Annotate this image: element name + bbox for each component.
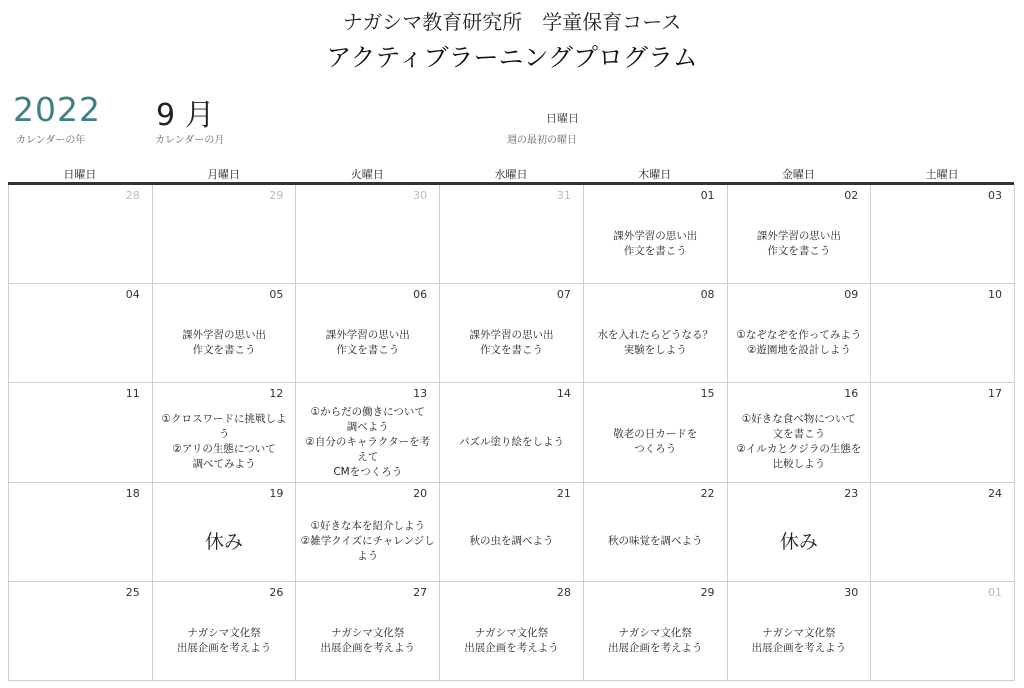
day-number: 28: [556, 585, 571, 599]
day-number: 21: [556, 486, 571, 500]
day-cell[interactable]: [153, 284, 297, 383]
day-cell[interactable]: [9, 582, 153, 681]
day-number: 26: [269, 585, 284, 599]
calendar-year[interactable]: 2022: [13, 90, 101, 129]
day-cell[interactable]: [153, 185, 297, 284]
day-event: 敬老の日カードを つくろう: [613, 428, 698, 456]
day-number: 10: [987, 288, 1002, 302]
day-cell[interactable]: [584, 383, 728, 482]
day-cell[interactable]: [584, 582, 728, 681]
day-number: 18: [125, 486, 140, 500]
day-number: 17: [987, 387, 1002, 401]
weekday-label: 金曜日: [781, 168, 815, 181]
day-cell[interactable]: [728, 582, 872, 681]
day-number: 11: [125, 387, 140, 401]
day-number: 25: [125, 585, 140, 599]
day-cell[interactable]: [296, 284, 440, 383]
day-event: 課外学習の思い出 作文を書こう: [613, 230, 698, 258]
day-event: ①好きな本を紹介しよう ②雑学クイズにチャレンジしよう: [300, 520, 435, 563]
day-cell[interactable]: [871, 185, 1015, 284]
day-number: 02: [844, 189, 859, 202]
day-event: ナガシマ文化祭 出展企画を考えよう: [751, 626, 847, 654]
day-event: ①なぞなぞを作ってみよう ②遊園地を設計しよう: [736, 329, 862, 357]
weekday-label: 木曜日: [638, 168, 672, 181]
day-event: 課外学習の思い出 作文を書こう: [182, 329, 267, 357]
day-number: 27: [413, 585, 428, 599]
day-number: 22: [700, 486, 715, 500]
week-start-day[interactable]: 日曜日: [546, 112, 579, 125]
day-event: 秋の虫を調べよう: [469, 535, 554, 548]
day-number: 29: [700, 585, 715, 599]
day-cell[interactable]: [153, 383, 297, 482]
day-cell[interactable]: [9, 284, 153, 383]
day-cell[interactable]: [9, 383, 153, 482]
day-number: 06: [413, 288, 428, 302]
day-cell[interactable]: [296, 582, 440, 681]
day-number: 16: [844, 387, 859, 401]
day-cell[interactable]: [871, 284, 1015, 383]
day-number: 31: [556, 189, 571, 202]
week-start-day-label: 週の最初の曜日: [507, 135, 577, 146]
calendar-month-label: カレンダーの月: [155, 135, 225, 146]
day-number: 07: [556, 288, 571, 302]
weekday-label: 水曜日: [494, 168, 528, 181]
weekday-label: 火曜日: [350, 168, 384, 181]
calendar-grid: [8, 185, 1015, 681]
day-number: 23: [844, 486, 859, 500]
day-number: 05: [269, 288, 284, 302]
day-cell[interactable]: [728, 383, 872, 482]
day-event: 秋の味覚を調べよう: [607, 535, 703, 548]
day-number: 08: [700, 288, 715, 302]
day-cell[interactable]: [440, 582, 584, 681]
day-cell[interactable]: [9, 483, 153, 582]
day-cell[interactable]: [871, 582, 1015, 681]
day-number: 20: [413, 486, 428, 500]
day-cell[interactable]: [728, 185, 872, 284]
day-number: 12: [269, 387, 284, 401]
day-event: ①クロスワードに挑戦しよう ②アリの生態について 調べてみよう: [161, 413, 287, 471]
day-number: 24: [987, 486, 1002, 500]
day-cell[interactable]: [440, 185, 584, 284]
day-event: ナガシマ文化祭 出展企画を考えよう: [607, 626, 703, 654]
weekday-label: 土曜日: [925, 168, 959, 181]
day-number: 28: [125, 189, 140, 202]
day-event: ナガシマ文化祭 出展企画を考えよう: [464, 626, 559, 654]
day-cell[interactable]: [153, 582, 297, 681]
day-cell[interactable]: [296, 383, 440, 482]
day-number: 13: [413, 387, 428, 401]
day-number: 30: [844, 585, 859, 599]
calendar-month[interactable]: 9 月: [156, 98, 215, 133]
day-cell[interactable]: [584, 284, 728, 383]
day-event: ①好きな食べ物について 文を書こう ②イルカとクジラの生態を 比較しよう: [736, 413, 862, 471]
day-number: 03: [987, 189, 1002, 202]
day-number: 29: [269, 189, 284, 202]
day-event: ナガシマ文化祭 出展企画を考えよう: [176, 626, 272, 654]
day-cell[interactable]: [584, 185, 728, 284]
day-number: 14: [556, 387, 571, 401]
day-cell[interactable]: [871, 383, 1015, 482]
day-cell[interactable]: [728, 483, 872, 582]
day-event: 課外学習の思い出 作文を書こう: [325, 329, 410, 357]
day-event: パズル塗り絵をしよう: [458, 435, 564, 448]
day-cell[interactable]: [871, 483, 1015, 582]
day-number: 15: [700, 387, 715, 401]
program-title: アクティブラーニングプログラム: [326, 43, 698, 72]
day-event: ナガシマ文化祭 出展企画を考えよう: [320, 626, 416, 654]
weekday-label: 月曜日: [207, 168, 241, 181]
day-cell[interactable]: [440, 284, 584, 383]
day-event: 課外学習の思い出 作文を書こう: [469, 329, 554, 357]
day-number: 19: [269, 486, 284, 500]
calendar-year-label: カレンダーの年: [16, 135, 86, 146]
day-event: 休み: [205, 530, 244, 553]
day-number: 30: [413, 189, 428, 202]
day-cell[interactable]: [440, 383, 584, 482]
day-event: 休み: [779, 530, 818, 553]
day-event: 課外学習の思い出 作文を書こう: [756, 230, 841, 258]
day-cell[interactable]: [584, 483, 728, 582]
day-number: 01: [700, 189, 715, 202]
organization-title: ナガシマ教育研究所 学童保育コース: [342, 10, 682, 34]
day-cell[interactable]: [440, 483, 584, 582]
day-number: 09: [844, 288, 859, 302]
day-number: 01: [987, 585, 1002, 599]
day-number: 04: [125, 288, 140, 302]
weekday-label: 日曜日: [63, 168, 97, 181]
day-cell[interactable]: [728, 284, 872, 383]
day-event: ①からだの働きについて 調べよう ②自分のキャラクターを考えて CMをつくろう: [305, 406, 431, 478]
day-cell[interactable]: [296, 483, 440, 582]
day-cell[interactable]: [9, 185, 153, 284]
day-event: 水を入れたらどうなる？ 実験をしよう: [597, 329, 713, 357]
weekday-header: [8, 166, 1014, 182]
day-cell[interactable]: [153, 483, 297, 582]
day-cell[interactable]: [296, 185, 440, 284]
